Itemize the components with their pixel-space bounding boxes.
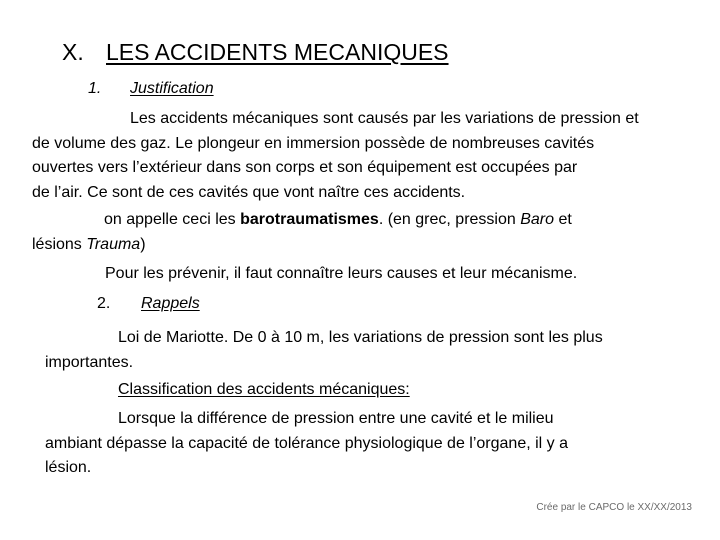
section1-label: Justification [130,80,214,97]
barotraumatism-line-2 [32,233,572,258]
lesion-line: ambiant dépasse la capacité de tolérance physiologique de l’organe, il y a [45,434,569,452]
title-text: LES ACCIDENTS MECANIQUES [106,39,449,65]
footer-credit: Crée par le CAPCO le XX/XX/2013 [536,502,692,513]
section1-heading [88,78,214,100]
section2-label: Rappels [141,295,200,312]
mariotte-paragraph [45,326,603,375]
title-number: X. [62,39,84,65]
lesion-line: Lorsque la différence de pression entre une cavité et le milieu [118,410,554,427]
justification-paragraph [32,107,639,205]
trauma-word: Trauma [86,235,141,253]
paragraph-line: Les accidents mécaniques sont causés par les variations de pression et [130,110,639,127]
lesions-prefix: lésions [32,235,87,253]
paragraph-line: de l’air. Ce sont de ces cavités que vont naître ces accidents. [32,183,466,201]
baro-mid: . (en grec, pression [378,211,521,228]
baro-suffix: et [554,211,572,228]
section2-heading [97,293,200,315]
prevention-text: Pour les prévenir, il faut connaître leurs causes et leur mécanisme. [105,265,578,282]
classification-heading: Classification des accidents mécaniques: [118,381,410,398]
section1-number: 1. [88,80,102,97]
paragraph-line: de volume des gaz. Le plongeur en immersion possède de nombreuses cavités [32,134,595,152]
barotraumatism-line-1 [32,208,572,233]
barotraumatism-paragraph [32,208,572,257]
section2-number: 2. [97,295,111,312]
mariotte-line: importantes. [45,353,134,371]
lesion-paragraph [45,407,568,481]
baro-term: barotraumatismes [240,211,379,228]
lesions-suffix: ) [140,235,146,253]
mariotte-line: Loi de Mariotte. De 0 à 10 m, les variations de pression sont les plus [118,329,603,346]
paragraph-line: ouvertes vers l’extérieur dans son corps et son équipement est occupées par [32,159,578,176]
baro-prefix: on appelle ceci les [104,211,241,228]
slide-title [62,37,449,67]
baro-word: Baro [520,211,555,228]
lesion-line: lésion. [45,459,92,476]
